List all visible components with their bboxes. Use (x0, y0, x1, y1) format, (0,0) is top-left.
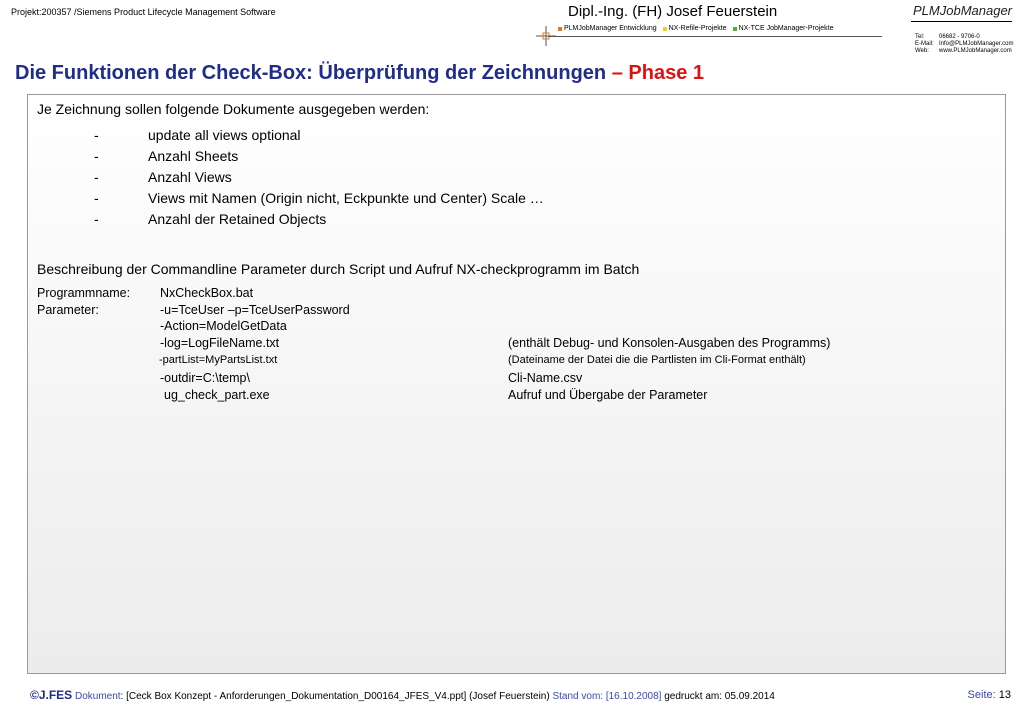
bullet-dash: - (94, 211, 99, 227)
list-item: Anzahl Views (148, 169, 232, 185)
section2-heading: Beschreibung der Commandline Parameter durch Script und Aufruf NX-checkprogramm im Batch (37, 261, 640, 277)
orange-square-icon (558, 27, 562, 31)
brand-logo: PLMJobManager (913, 3, 1012, 18)
brand-underline (911, 21, 1012, 22)
copyright-label: ©J.FES (30, 688, 73, 702)
bullet-dash: - (94, 148, 99, 164)
page-number-block (968, 689, 1011, 701)
stand-label: Stand vom: [16.10.2008] (552, 691, 662, 702)
content-box (27, 94, 1006, 674)
programm-label: Programmname: (37, 286, 131, 300)
param-comment: (enthält Debug- und Konsolen-Ausgaben des Programms) (508, 336, 831, 350)
green-square-icon (733, 27, 737, 31)
list-item: update all views optional (148, 127, 301, 143)
param-value: -log=LogFileName.txt (160, 336, 280, 350)
header-divider (548, 36, 882, 37)
legend-item-entwicklung: PLMJobManager Entwicklung (558, 25, 657, 32)
bullet-dash: - (94, 169, 99, 185)
phase-label: Phase 1 (628, 62, 705, 84)
contact-block (915, 34, 1013, 55)
bullet-dash: - (94, 127, 99, 143)
page-label: Seite: (967, 689, 996, 701)
yellow-square-icon (663, 27, 667, 31)
param-value: ug_check_part.exe (164, 388, 270, 402)
param-comment: (Dateiname der Datei die die Partlisten im Cli-Format enthält) (508, 354, 806, 366)
footer-info (30, 688, 775, 702)
contact-web: Web: www.PLMJobManager.com (915, 48, 1012, 54)
bullet-dash: - (94, 190, 99, 206)
programm-value: NxCheckBox.bat (160, 286, 254, 300)
contact-email: E-Mail: Info@PLMJobManager.com (915, 41, 1014, 47)
param-value: -partList=MyPartsList.txt (159, 354, 278, 366)
legend-item-refile: NX-Refile-Projekte (663, 25, 727, 32)
doc-value: : [Ceck Box Konzept - Anforderungen_Dokumentation_D00164_JFES_V4.ppt] (Josef Feuerstein) (120, 691, 553, 702)
author-name: Dipl.-Ing. (FH) Josef Feuerstein (568, 3, 778, 20)
param-comment: Aufruf und Übergabe der Parameter (508, 388, 708, 402)
printed-date: gedruckt am: 05.09.2014 (661, 691, 775, 702)
contact-tel: Tel: 06682 - 9706-0 (915, 34, 980, 40)
page-number: 13 (998, 689, 1011, 701)
parameter-label: Parameter: (37, 303, 99, 317)
section1-heading: Je Zeichnung sollen folgende Dokumente ausgegeben werden: (37, 101, 430, 117)
list-item: Anzahl Sheets (148, 148, 239, 164)
project-label: Projekt:200357 /Siemens Product Lifecycle Management Software (11, 7, 276, 17)
param-value: -Action=ModelGetData (160, 319, 287, 333)
slide-title: Die Funktionen der Check-Box: Überprüfung der Zeichnungen – Phase 1 (15, 62, 705, 84)
param-value: -u=TceUser –p=TceUserPassword (160, 303, 350, 317)
legend-item-tce: NX-TCE JobManager-Projekte (733, 25, 834, 32)
project-legend (558, 25, 834, 32)
param-comment: Cli-Name.csv (508, 371, 583, 385)
doc-label: Dokument (74, 691, 121, 702)
param-value: -outdir=C:\temp\ (160, 371, 250, 385)
list-item: Anzahl der Retained Objects (148, 211, 327, 227)
list-item: Views mit Namen (Origin nicht, Eckpunkte und Center) Scale … (148, 190, 544, 206)
